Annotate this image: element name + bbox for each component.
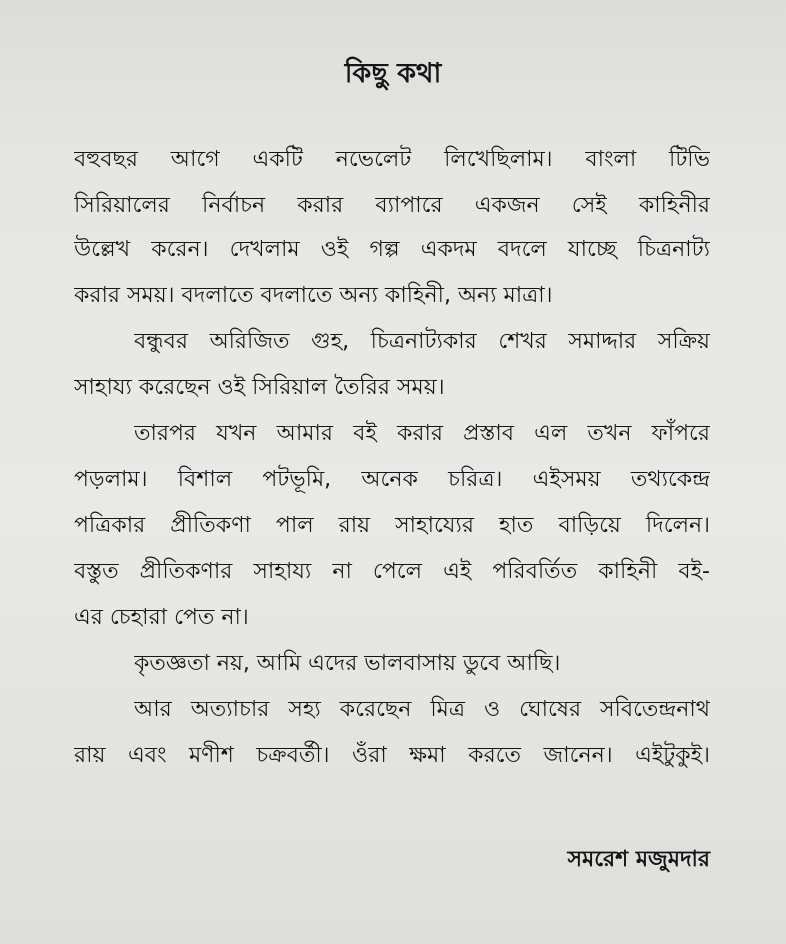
author-signature: সমরেশ মজুমদার xyxy=(567,847,710,872)
paragraph-start-line: আর অত্যাচার সহ্য করেছেন মিত্র ও ঘোষের সবিতেন্দ্রনাথ xyxy=(134,697,710,722)
text-line: পড়লাম। বিশাল পটভূমি, অনেক চরিত্র। এইসময় তথ্যকেন্দ্র xyxy=(74,467,710,492)
text-line: সিরিয়ালের নির্বাচন করার ব্যাপারে একজন সেই কাহিনীর xyxy=(74,193,710,218)
text-line: বস্তুত প্রীতিকণার সাহায্য না পেলে এই পরিবর্তিত কাহিনী বই- xyxy=(74,559,710,584)
page-title: কিছু কথা xyxy=(344,58,442,89)
text-line: এর চেহারা পেত না। xyxy=(74,605,249,630)
text-line: পত্রিকার প্রীতিকণা পাল রায় সাহায্যের হাত বাড়িয়ে দিলেন। xyxy=(74,513,710,538)
paragraph-start-line: কৃতজ্ঞতা নয়, আমি এদের ভালবাসায় ডুবে আছি। xyxy=(134,651,561,676)
paragraph-start-line: তারপর যখন আমার বই করার প্রস্তাব এল তখন ফাঁপরে xyxy=(134,421,710,446)
text-line: রায় এবং মণীশ চক্রবর্তী। ওঁরা ক্ষমা করতে জানেন। এইটুকুই। xyxy=(74,743,710,768)
text-line: করার সময়। বদলাতে বদলাতে অন্য কাহিনী, অন্য মাত্রা। xyxy=(74,283,553,308)
paragraph-start-line: বন্ধুবর অরিজিত গুহ, চিত্রনাট্যকার শেখর সমাদ্দার সক্রিয় xyxy=(134,329,710,354)
text-line: উল্লেখ করেন। দেখলাম ওই গল্প একদম বদলে যাচ্ছে চিত্রনাট্য xyxy=(74,237,710,262)
text-line: সাহায্য করেছেন ওই সিরিয়াল তৈরির সময়। xyxy=(74,375,445,400)
text-line: বহুবছর আগে একটি নভেলেট লিখেছিলাম। বাংলা টিভি xyxy=(74,147,710,172)
